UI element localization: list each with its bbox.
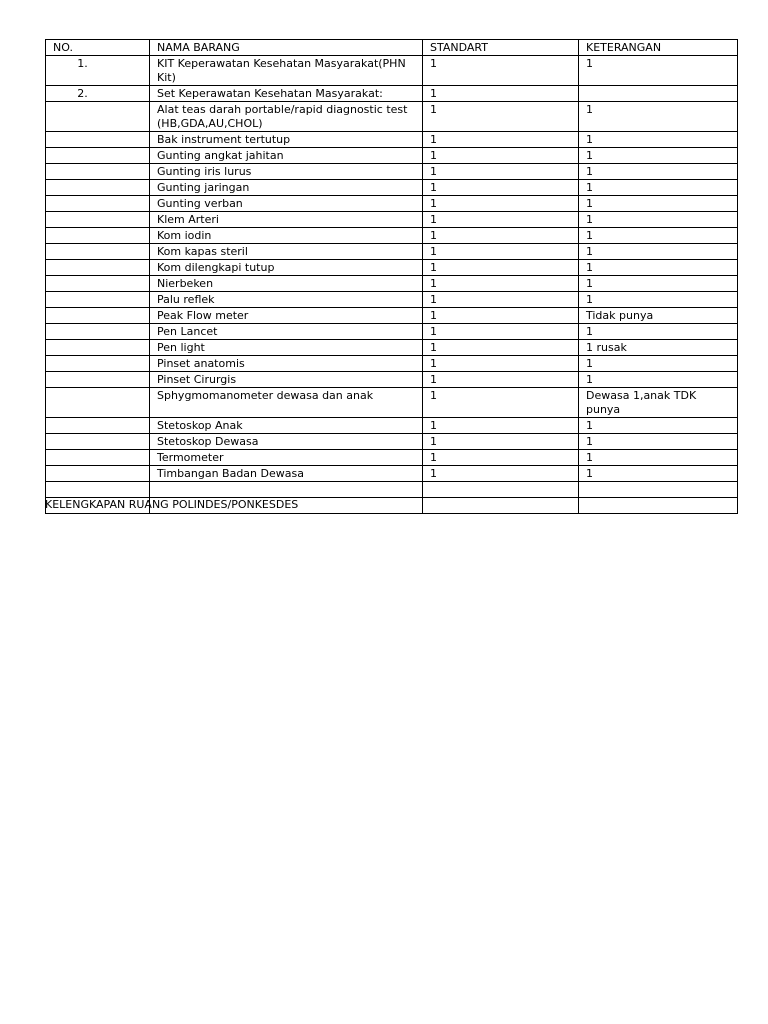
cell-keterangan: 1 <box>579 450 738 466</box>
cell-keterangan: 1 <box>579 102 738 132</box>
table-row <box>46 324 738 340</box>
table-row <box>46 132 738 148</box>
cell-standart: 1 <box>423 164 579 180</box>
cell-keterangan: 1 rusak <box>579 340 738 356</box>
cell-standart: 1 <box>423 356 579 372</box>
cell-standart: 1 <box>423 196 579 212</box>
cell-standart: 1 <box>423 418 579 434</box>
cell-no <box>46 180 150 196</box>
table-row <box>46 196 738 212</box>
cell-no: 1. <box>46 56 150 86</box>
cell-keterangan: 1 <box>579 196 738 212</box>
table-row <box>46 86 738 102</box>
cell-no <box>46 482 150 498</box>
cell-nama-barang <box>150 482 423 498</box>
table-row <box>46 450 738 466</box>
cell-keterangan: 1 <box>579 244 738 260</box>
cell-no <box>46 276 150 292</box>
cell-no <box>46 450 150 466</box>
table-row <box>46 434 738 450</box>
table-row <box>46 228 738 244</box>
cell-keterangan: 1 <box>579 212 738 228</box>
table-row <box>46 212 738 228</box>
header-standart: STANDART <box>423 40 579 56</box>
cell-nama-barang: Timbangan Badan Dewasa <box>150 466 423 482</box>
table-row <box>46 356 738 372</box>
cell-nama-barang: Gunting angkat jahitan <box>150 148 423 164</box>
cell-standart: 1 <box>423 388 579 418</box>
cell-standart <box>423 482 579 498</box>
cell-no: 2. <box>46 86 150 102</box>
table-row <box>46 308 738 324</box>
cell-nama-barang: Set Keperawatan Kesehatan Masyarakat: <box>150 86 423 102</box>
cell-no <box>46 132 150 148</box>
cell-nama-barang: Gunting jaringan <box>150 180 423 196</box>
cell-nama-barang: Pen Lancet <box>150 324 423 340</box>
cell-nama-barang: Nierbeken <box>150 276 423 292</box>
cell-keterangan: 1 <box>579 132 738 148</box>
table-row <box>46 148 738 164</box>
cell-nama-barang: Bak instrument tertutup <box>150 132 423 148</box>
table-row <box>46 276 738 292</box>
table-row <box>46 388 738 418</box>
cell-nama-barang: Peak Flow meter <box>150 308 423 324</box>
cell-no <box>46 356 150 372</box>
table-row <box>46 372 738 388</box>
cell-keterangan: 1 <box>579 292 738 308</box>
cell-standart: 1 <box>423 372 579 388</box>
cell-no <box>46 244 150 260</box>
table-header-row <box>46 40 738 56</box>
cell-nama-barang: Alat teas darah portable/rapid diagnostic test (HB,GDA,AU,CHOL) <box>150 102 423 132</box>
cell-nama-barang: Sphygmomanometer dewasa dan anak <box>150 388 423 418</box>
cell-keterangan: 1 <box>579 148 738 164</box>
cell-keterangan: Tidak punya <box>579 308 738 324</box>
cell-keterangan: 1 <box>579 372 738 388</box>
cell-nama-barang: Kom kapas steril <box>150 244 423 260</box>
cell-no <box>46 148 150 164</box>
cell-nama-barang: KIT Keperawatan Kesehatan Masyarakat(PHN Kit) <box>150 56 423 86</box>
cell-keterangan: 1 <box>579 56 738 86</box>
cell-standart: 1 <box>423 324 579 340</box>
table-row <box>46 260 738 276</box>
cell-nama-barang: Palu reflek <box>150 292 423 308</box>
cell-no <box>46 308 150 324</box>
cell-standart: 1 <box>423 276 579 292</box>
cell-standart: 1 <box>423 180 579 196</box>
cell-nama-barang: Pen light <box>150 340 423 356</box>
cell-standart: 1 <box>423 260 579 276</box>
cell-standart: 1 <box>423 308 579 324</box>
header-no: NO. <box>46 40 150 56</box>
cell-keterangan: 1 <box>579 228 738 244</box>
cell-standart: 1 <box>423 434 579 450</box>
cell-standart: 1 <box>423 466 579 482</box>
cell-no <box>46 228 150 244</box>
cell-keterangan: 1 <box>579 466 738 482</box>
cell-keterangan: 1 <box>579 418 738 434</box>
table-row <box>46 466 738 482</box>
cell-standart: 1 <box>423 212 579 228</box>
cell-keterangan: 1 <box>579 260 738 276</box>
cell-keterangan: Dewasa 1,anak TDK punya <box>579 388 738 418</box>
header-keterangan: KETERANGAN <box>579 40 738 56</box>
cell-no <box>46 212 150 228</box>
cell-standart: 1 <box>423 102 579 132</box>
cell-no <box>46 196 150 212</box>
cell-nama-barang: Kom dilengkapi tutup <box>150 260 423 276</box>
table-row <box>46 418 738 434</box>
table-row <box>46 292 738 308</box>
cell-standart: 1 <box>423 148 579 164</box>
table-body <box>46 56 738 514</box>
cell-nama-barang: Gunting verban <box>150 196 423 212</box>
cell-keterangan: 1 <box>579 164 738 180</box>
cell-keterangan: 1 <box>579 324 738 340</box>
cell-nama-barang: Stetoskop Anak <box>150 418 423 434</box>
cell-standart: 1 <box>423 340 579 356</box>
cell-no <box>46 164 150 180</box>
cell-no <box>46 388 150 418</box>
cell-no <box>46 324 150 340</box>
cell-no <box>46 292 150 308</box>
table-row <box>46 340 738 356</box>
cell-nama-barang: Gunting iris lurus <box>150 164 423 180</box>
cell-nama-barang: Stetoskop Dewasa <box>150 434 423 450</box>
cell-standart <box>423 498 579 514</box>
cell-keterangan: 1 <box>579 180 738 196</box>
inventory-table <box>45 39 738 514</box>
cell-no <box>46 372 150 388</box>
cell-keterangan <box>579 482 738 498</box>
cell-nama-barang: Termometer <box>150 450 423 466</box>
cell-keterangan: 1 <box>579 356 738 372</box>
cell-nama-barang: Klem Arteri <box>150 212 423 228</box>
cell-standart: 1 <box>423 292 579 308</box>
cell-keterangan: 1 <box>579 276 738 292</box>
cell-standart: 1 <box>423 132 579 148</box>
section-heading: KELENGKAPAN RUANG POLINDES/PONKESDES <box>45 498 299 511</box>
cell-standart: 1 <box>423 244 579 260</box>
cell-nama-barang: Pinset anatomis <box>150 356 423 372</box>
table-row <box>46 244 738 260</box>
table-row <box>46 180 738 196</box>
table-row <box>46 56 738 86</box>
cell-standart: 1 <box>423 56 579 86</box>
cell-keterangan: 1 <box>579 434 738 450</box>
cell-no <box>46 340 150 356</box>
cell-keterangan <box>579 498 738 514</box>
cell-standart: 1 <box>423 86 579 102</box>
cell-standart: 1 <box>423 228 579 244</box>
cell-no <box>46 418 150 434</box>
cell-no <box>46 466 150 482</box>
header-nama-barang: NAMA BARANG <box>150 40 423 56</box>
cell-no <box>46 260 150 276</box>
cell-no <box>46 434 150 450</box>
cell-nama-barang: Pinset Cirurgis <box>150 372 423 388</box>
cell-nama-barang: Kom iodin <box>150 228 423 244</box>
table-row <box>46 482 738 498</box>
cell-standart: 1 <box>423 450 579 466</box>
table-row <box>46 102 738 132</box>
table-row <box>46 164 738 180</box>
cell-keterangan <box>579 86 738 102</box>
cell-no <box>46 102 150 132</box>
